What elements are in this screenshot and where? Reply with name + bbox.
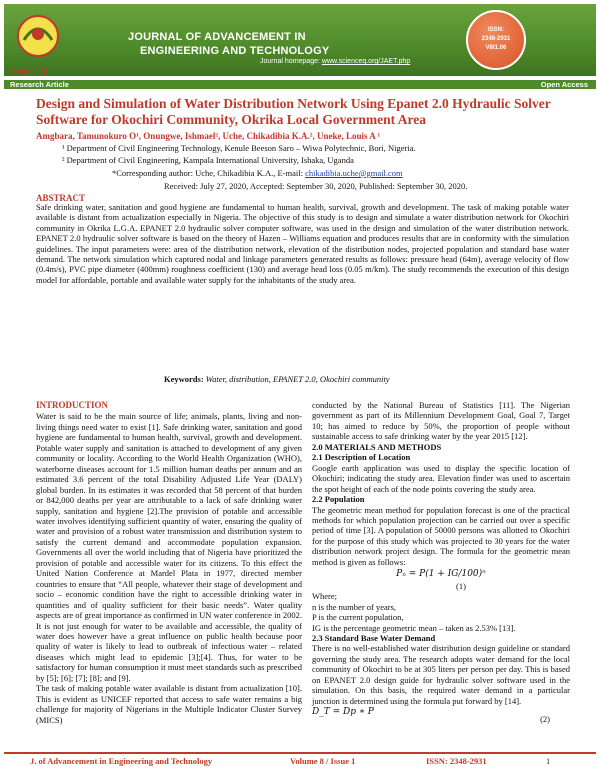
section-heading-2-1: 2.1 Description of Location	[312, 452, 411, 463]
section-heading-2-3: 2.3 Standard Base Water Demand	[312, 632, 436, 643]
issn-badge: ISSN: 2348-2931 V8I1.06	[466, 10, 526, 70]
footer-volume: Volume 8 / Issue 1	[290, 756, 356, 766]
affiliation-2: ² Department of Civil Engineering, Kampala International University, Ishaka, Uganda	[62, 155, 354, 165]
page-number: 1	[546, 756, 551, 766]
article-type: Research Article	[10, 80, 69, 89]
where-item: n is the number of years,	[312, 601, 397, 612]
abstract-text: Safe drinking water, sanitation and good hygiene are fundamental to human health, survival, growth and development. The task of making potable water available is distant from actualization especially in Nigeria. The objective of this study is to design and simulate a water distribution network for Okochiri community in Okrika L.G.A. EPANET 2.0 hydraulic solver computer software, was used in the design and simulation of the water distribution network. EPANET 2.0 hydraulic solver software is based on the theory of Hazen – Williams equation and produces results that are in conformity with the simulation guidelines. The input parameters were: area of the distribution network, elevation of the distribution nodes, projected population and standard base water demand. The network simulation which captured nodal and linkage parameters generated results as follows: pressure head (64m), average velocity of flow (0.4m/s), PVC pipe diameter (400mm) roughness coefficient (130) and average head loss (0.05 m/km). The study recommends the execution of this design model for affordable, portable and available water supply for the inhabitants of the study area.	[36, 202, 569, 285]
left-column	[36, 400, 302, 725]
affiliation-1: ¹ Department of Civil Engineering Technology, Kenule Beeson Saro – Wiwa Polytechnic, Bori, Nigeria.	[62, 143, 416, 153]
equation-1-number: (1)	[456, 580, 466, 591]
intro-paragraph-2: The task of making potable water available is distant from actualization [10]. This is evident as UNICEF reported that access to safe water remains a big challenge for majority of Nigerians in the Multiple Indicator Cluster Survey (MICS)	[36, 683, 302, 725]
footer-rule	[4, 752, 596, 754]
paper-title: Design and Simulation of Water Distribution Network Using Epanet 2.0 Hydraulic Solver Software for Okochiri Community, Okrika Local Government Area	[36, 96, 551, 127]
dates: Received: July 27, 2020, Accepted: September 30, 2020, Published: September 30, 2020.	[164, 181, 468, 191]
science-q-logo-icon	[14, 10, 62, 70]
journal-homepage: Journal homepage: www.scienceq.org/JAET.php	[260, 58, 411, 65]
population-paragraph: The geometric mean method for population forecast is one of the practical methods for which population projection can be carried out over a specific period of time [3]. A population of 50000 persons was allotted to Okochiri for the purpose of this study which was projected to 30 years for the water distribution network project design. The formula for the geometric mean method is given as follows:	[312, 504, 570, 567]
homepage-link[interactable]: www.scienceq.org/JAET.php	[321, 58, 411, 65]
where-item: P is the current population,	[312, 612, 404, 623]
location-paragraph: Google earth application was used to display the specific location of Okochiri; indicating the study area. Elevation finder was used to ascertain the spot height of each of the node points covering the study area.	[312, 462, 570, 494]
corresponding-author: *Corresponding author: Uche, Chikadibia K.A., E-mail: chikadibia.uche@gmail.com	[112, 168, 403, 178]
keywords: Keywords: Water, distribution, EPANET 2.0, Okochiri community	[164, 374, 390, 384]
journal-title: JOURNAL OF ADVANCEMENT IN ENGINEERING AND TECHNOLOGY	[128, 31, 330, 57]
intro-paragraph-1: Water is said to be the main source of life; animals, plants, living and non- living things need water to exist [1]. Safe drinking water, sanitation and good hygiene are fundamental to human health, survival, growth and development. Potable water supply and sanitation is attached to development of any given community or locality. According to the World Health Organization (WHO), waterborne diseases account for 1.5 million human deaths per annum and an estimated 3.6 percent of the total Disability Adjusted Life Year (DALY) global burden. In its estimates it was recorded that 58 percent of that burden or 842,000 deaths per year are attributable to a lack of safe drinking water supply, sanitation and hygiene [2].The provision of potable and accessible water involves identifying sufficient quantity of water, ensuring the quality of water and provision of a robust water transmission and distribution system to satisfy the current demand and accommodate population expansion. Governments all over the world including that of Nigeria have prioritized the provision of potable and accessible water for its citizens. To this effect the United Nation Conference at Mardel Plata in 1977, directed member countries to ensure that “All people, whatever their stage of development and socio – economic condition have the right to accessible drinking water in quantities and of quality sufficient for their basic needs”. Water quality aspects are of great importance as confirmed in UN water conference in 2002. It is not just enough for water to be available and accessible, the quality of water does however have a great influence on public health because poor quality of water is likely to lead to outbreak of infectious water – related diseases which might lead to epidemic [3];[4]. Thus, for water to be satisfactory for human consumption it must meet standards such as prescribed by [5]; [6]; [7]; [8]; and [9].	[36, 411, 302, 683]
author-email-link[interactable]: chikadibia.uche@gmail.com	[305, 168, 403, 178]
equation-1: Pₙ = P(1 + IG/100)ⁿ	[396, 569, 486, 580]
footer-journal: J. of Advancement in Engineering and Technology	[30, 756, 213, 766]
body-paragraph: conducted by the National Bureau of Statistics [11]. The Nigerian government as part of its Millennium Development Goal, Goal 7, Target 10; has aimed to reduce by 50%, the proportion of people without sustainable access to safe drinking water by the year 2015 [12].	[312, 400, 570, 442]
logo-text: Science Q	[10, 66, 48, 76]
equation-2: D_T = Dp ∗ P (2)	[312, 707, 550, 725]
section-heading-2-0: 2.0 MATERIALS AND METHODS	[312, 441, 442, 452]
open-access-label: Open Access	[540, 80, 588, 89]
where-label: Where;	[312, 591, 338, 602]
footer-issn: ISSN: 2348-2931	[426, 756, 487, 766]
right-column	[312, 400, 570, 725]
section-heading-2-2: 2.2 Population	[312, 494, 365, 505]
abstract-heading: ABSTRACT	[36, 193, 86, 203]
introduction-heading: INTRODUCTION	[36, 400, 109, 410]
where-item: IG is the percentage geometric mean – taken as 2.53% [13].	[312, 622, 516, 633]
equation-2-number: (2)	[540, 714, 550, 725]
article-type-strip	[4, 80, 596, 89]
authors: Amgbara, Tamunokuro O¹, Onungwe, Ishmael², Uche, Chikadibia K.A.², Uneke, Louis A ¹	[36, 131, 381, 141]
water-demand-paragraph: There is no well-established water distribution design guideline or standard governing the study area. The research adopts water demand for the local community of Okochiri to be at 305 liters per person per day. This is based on EPANET 2.0 design guide for hydraulic solver software used in the simulation. On this basis, the required water demand in a particular junction is determined using the formula put forward by [14].	[312, 643, 570, 706]
